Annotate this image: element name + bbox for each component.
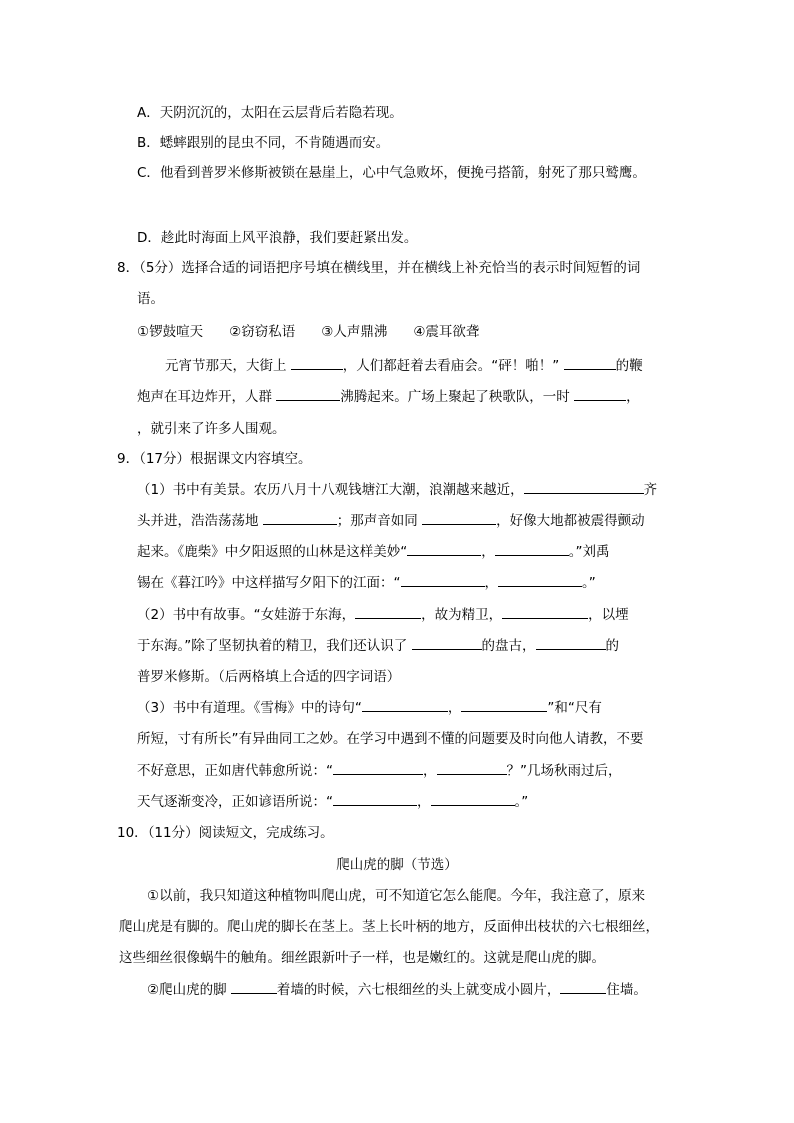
- question-text: （11分）阅读短文，完成练习。: [147, 825, 334, 841]
- option-text: 他看到普罗米修斯被锁在悬崖上，心中气急败坏，便挽弓搭箭，射死了那只鹫鹰。: [159, 165, 646, 181]
- q10-stem: [117, 824, 334, 842]
- text: ②爬山虎的脚: [147, 982, 231, 998]
- answer-blank[interactable]: [560, 981, 606, 994]
- text: ，: [447, 700, 462, 716]
- q8-passage-line2: [137, 388, 640, 406]
- q8-passage-line1: [165, 357, 643, 375]
- option-label: B．: [137, 135, 160, 151]
- answer-blank[interactable]: [291, 357, 343, 370]
- text: 住墙。: [606, 982, 647, 998]
- text: 起来。《鹿柴》中夕阳返照的山林是这样美妙“: [137, 544, 408, 560]
- text: ，: [481, 544, 495, 560]
- option-text: 趁此时海面上风平浪静，我们要赶紧出发。: [160, 230, 418, 246]
- text: ，: [417, 794, 431, 810]
- option-label: C．: [137, 165, 160, 181]
- text: 齐: [643, 482, 658, 498]
- text: 的鞭: [615, 358, 643, 374]
- question-number: 9．: [117, 451, 140, 467]
- answer-blank[interactable]: [437, 762, 507, 775]
- answer-blank[interactable]: [564, 357, 616, 370]
- text: 锡在《暮江吟》中这样描写夕阳下的江面：“: [137, 575, 401, 591]
- answer-blank[interactable]: [495, 543, 569, 556]
- q9-s2-line3: 普罗米修斯。（后两格填上合适的四字词语）: [137, 669, 401, 685]
- passage-p1-line2: 爬山虎是有脚的。爬山虎的脚长在茎上。茎上长叶柄的地方，反面伸出枝状的六七根细丝，: [119, 919, 659, 935]
- q8-choices: [137, 323, 479, 341]
- q9-s1-line4: [137, 574, 596, 592]
- text: 天气逐渐变冷，正如谚语所说：“: [137, 794, 333, 810]
- q9-s1-line2: [137, 512, 645, 530]
- answer-blank[interactable]: [502, 606, 588, 619]
- answer-blank[interactable]: [355, 606, 421, 619]
- option-label: A．: [137, 105, 160, 121]
- answer-blank[interactable]: [536, 637, 606, 650]
- option-d: [137, 229, 417, 247]
- answer-blank[interactable]: [231, 981, 277, 994]
- q8-stem: [117, 259, 640, 277]
- q9-s1-line1: [137, 481, 657, 499]
- text: 元宵节那天，大街上: [165, 358, 291, 374]
- q9-s1-line3: [137, 543, 610, 561]
- passage-p2-line1: [147, 981, 647, 999]
- q9-s3-line3: [137, 762, 622, 780]
- text: 。”刘禹: [568, 544, 610, 560]
- passage-p1-line3: 这些细丝很像蜗牛的触角。细丝跟新叶子一样，也是嫩红的。这就是爬山虎的脚。: [119, 950, 605, 966]
- option-c: [137, 164, 646, 182]
- passage-title: 爬山虎的脚（节选）: [336, 857, 458, 873]
- question-text-cont: 语。: [137, 291, 164, 307]
- option-label: D．: [137, 230, 161, 246]
- q8-passage-line3: ，就引来了许多人围观。: [137, 421, 286, 437]
- text: ，人们都赶着去看庙会。“砰！啪！”: [342, 358, 564, 374]
- text: 着墙的时候，六七根细丝的头上就变成小圆片，: [276, 982, 561, 998]
- answer-blank[interactable]: [498, 574, 582, 587]
- choice-2: ②窃窃私语: [229, 324, 296, 340]
- text: 头并进，浩浩荡荡地: [137, 513, 263, 529]
- q9-s3-line1: [137, 699, 602, 717]
- text: 。”: [514, 794, 529, 810]
- q9-s2-line2: [137, 637, 619, 655]
- text: ？”几场秋雨过后，: [506, 763, 622, 779]
- text: ；那声音如同: [336, 513, 423, 529]
- answer-blank[interactable]: [574, 388, 626, 401]
- q9-stem: [117, 450, 312, 468]
- question-number: 8．: [117, 260, 140, 276]
- question-text: （5分）选择合适的词语把序号填在横线里，并在横线上补充恰当的表示时间短暂的词: [139, 260, 641, 276]
- text: 的: [605, 638, 620, 654]
- text: ，好像大地都被震得颤动: [496, 513, 645, 529]
- text: 沸腾起来。广场上聚起了秧歌队，一时: [340, 389, 575, 405]
- option-b: [137, 134, 389, 152]
- answer-blank[interactable]: [362, 699, 448, 712]
- text: 不好意思，正如唐代韩愈所说：“: [137, 763, 333, 779]
- choice-4: ④震耳欲聋: [413, 324, 480, 340]
- answer-blank[interactable]: [407, 543, 481, 556]
- answer-blank[interactable]: [401, 574, 485, 587]
- text: ”和“尺有: [547, 700, 602, 716]
- question-text: （17分）根据课文内容填空。: [139, 451, 312, 467]
- answer-blank[interactable]: [524, 481, 644, 494]
- choice-1: ①锣鼓喧天: [137, 324, 204, 340]
- choice-3: ③人声鼎沸: [321, 324, 388, 340]
- q9-s3-line4: [137, 793, 528, 811]
- q9-s3-line2: 所短，寸有所长”有异曲同工之妙。在学习中遇到不懂的问题要及时向他人请教，不要: [137, 731, 644, 747]
- q9-s2-line1: [137, 606, 629, 624]
- text: ，以堙: [588, 607, 629, 623]
- option-a: [137, 104, 403, 122]
- answer-blank[interactable]: [422, 512, 496, 525]
- answer-blank[interactable]: [276, 388, 340, 401]
- text: ，: [626, 389, 640, 405]
- answer-blank[interactable]: [431, 793, 515, 806]
- option-text: 蟋蟀跟别的昆虫不同，不肯随遇而安。: [159, 135, 390, 151]
- answer-blank[interactable]: [333, 762, 423, 775]
- answer-blank[interactable]: [412, 637, 482, 650]
- passage-p1-line1: ①以前，我只知道这种植物叫爬山虎，可不知道它怎么能爬。今年，我注意了，原来: [147, 888, 646, 904]
- text: 于东海。”除了坚韧执着的精卫，我们还认识了: [137, 638, 412, 654]
- text: 炮声在耳边炸开，人群: [137, 389, 277, 405]
- answer-blank[interactable]: [263, 512, 337, 525]
- question-number: 10．: [117, 825, 148, 841]
- text: ，: [484, 575, 498, 591]
- text: 的盘古，: [481, 638, 536, 654]
- answer-blank[interactable]: [333, 793, 417, 806]
- text: ，故为精卫，: [421, 607, 503, 623]
- text: 。”: [582, 575, 596, 591]
- text: （2）书中有故事。“女娃游于东海，: [137, 607, 356, 623]
- text: （1）书中有美景。农历八月十八观钱塘江大潮，浪潮越来越近，: [137, 482, 524, 498]
- text: （3）书中有道理。《雪梅》中的诗句“: [137, 700, 362, 716]
- text: ，: [423, 763, 437, 779]
- answer-blank[interactable]: [461, 699, 547, 712]
- option-text: 天阴沉沉的，太阳在云层背后若隐若现。: [159, 105, 403, 121]
